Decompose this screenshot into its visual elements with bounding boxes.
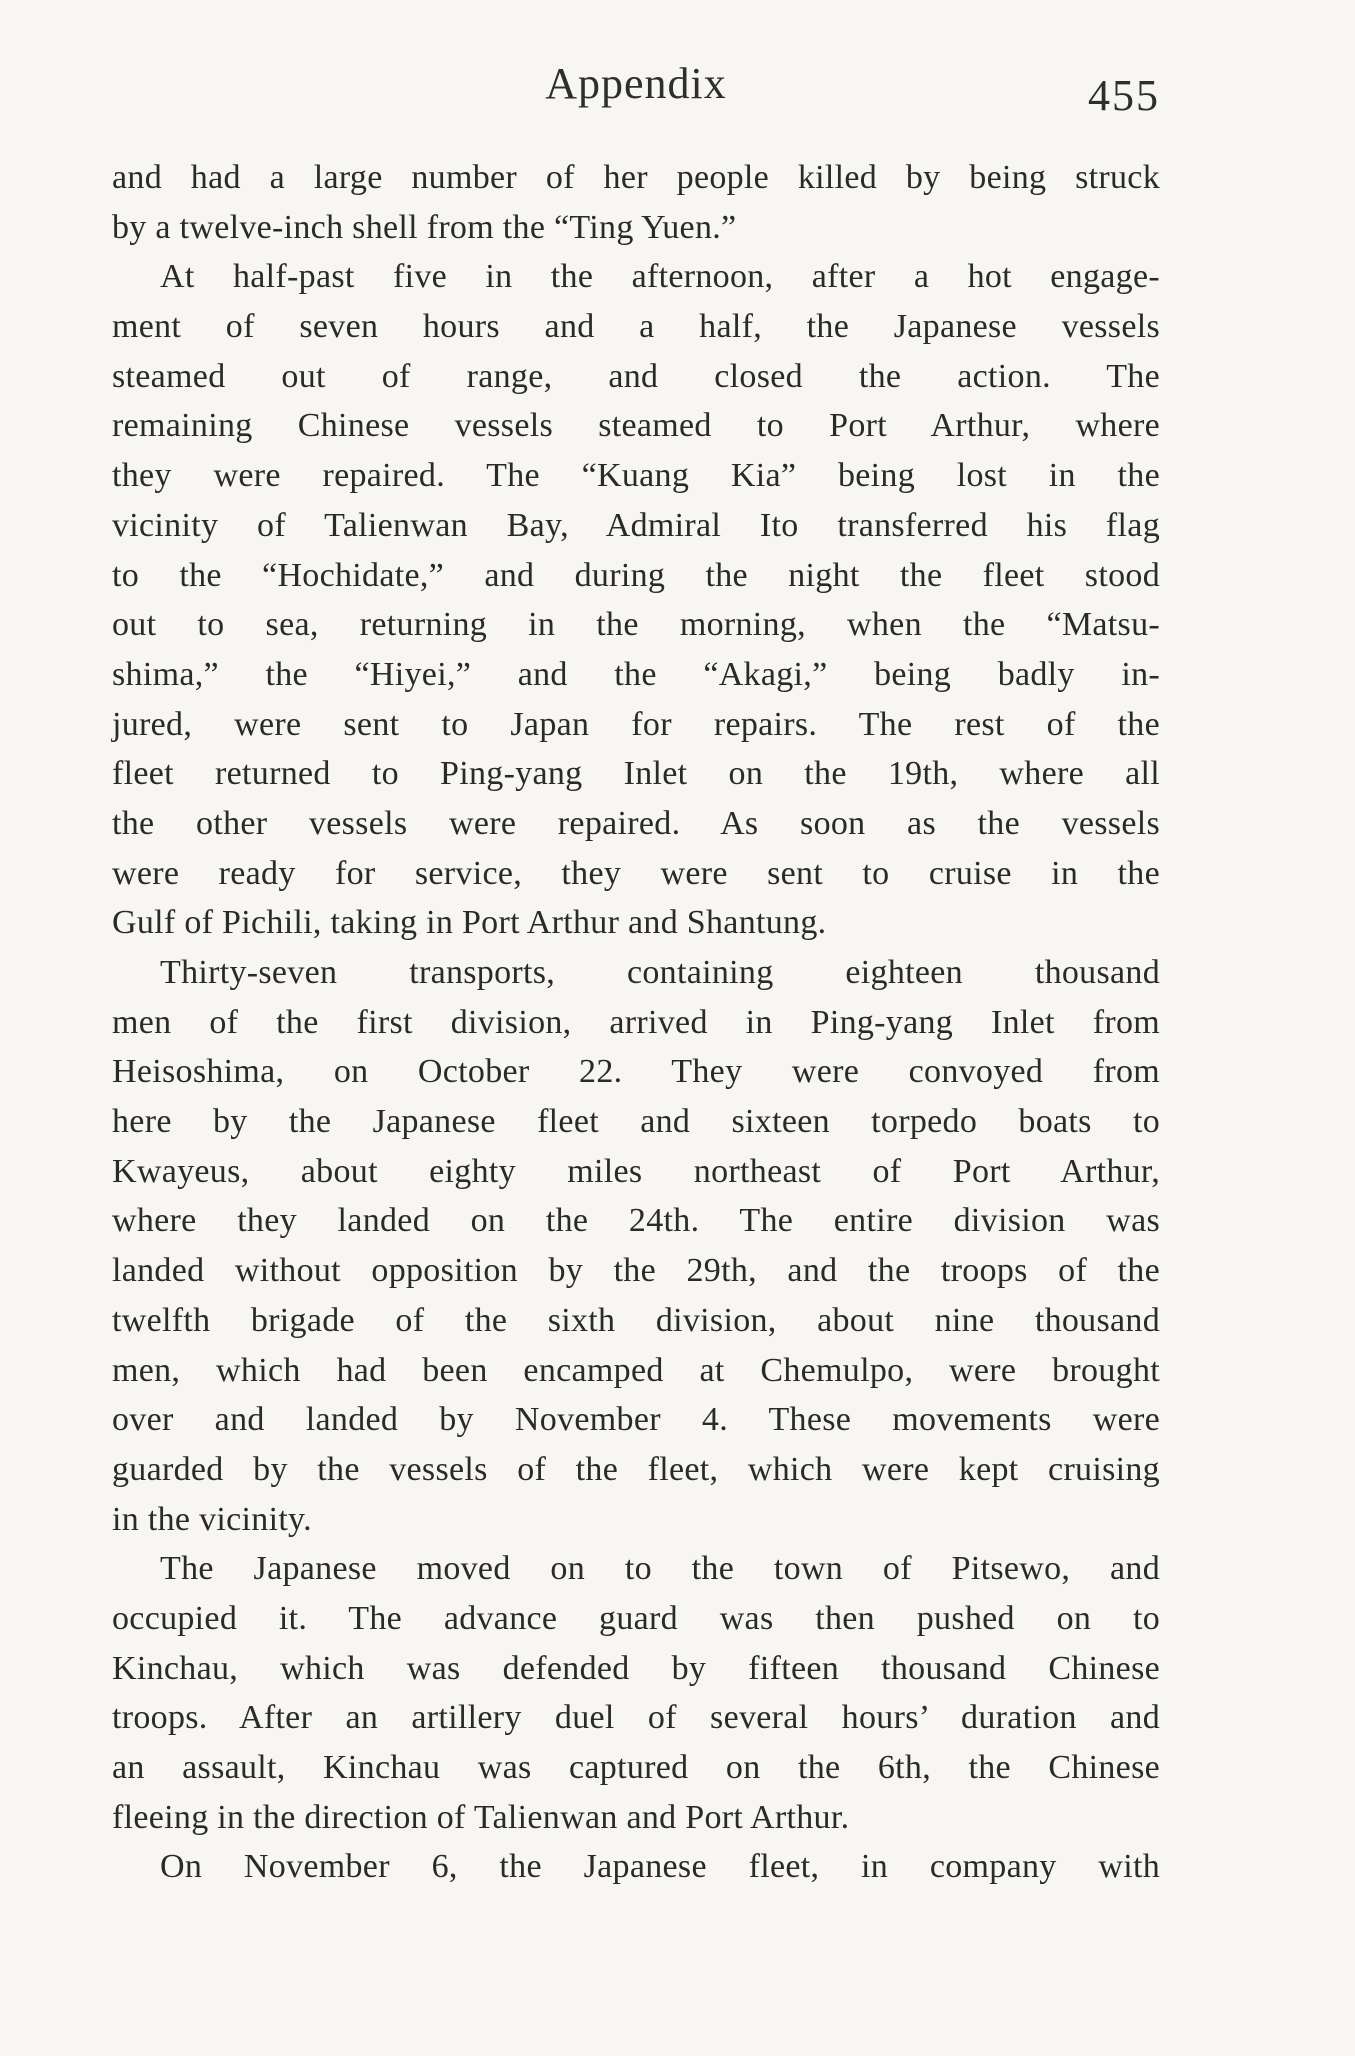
text-line: On November 6, the Japanese fleet, in company with	[160, 1848, 1160, 1886]
text-line: an assault, Kinchau was captured on the 6th, the Chinese	[112, 1749, 1160, 1786]
text-line: fleet returned to Ping-yang Inlet on the 19th, where all	[112, 755, 1160, 793]
text-line: steamed out of range, and closed the action. The	[112, 357, 1160, 395]
text-line: to the “Hochidate,” and during the night the fleet stood	[112, 556, 1160, 594]
text-line: Gulf of Pichili, taking in Port Arthur and Shantung.	[112, 904, 827, 942]
text-line: jured, were sent to Japan for repairs. The rest of the	[112, 705, 1160, 743]
text-line: the other vessels were repaired. As soon as the vessels	[112, 804, 1160, 842]
text-line: they were repaired. The “Kuang Kia” being lost in the	[112, 457, 1160, 495]
text-line: in the vicinity.	[112, 1500, 312, 1538]
page-number: 455	[1088, 71, 1160, 120]
text-line: and had a large number of her people killed by being struck	[112, 159, 1160, 196]
text-line: fleeing in the direction of Talienwan and Port Arthur.	[112, 1798, 850, 1836]
text-line: guarded by the vessels of the fleet, which were kept cruising	[112, 1450, 1160, 1488]
text-line: men of the first division, arrived in Ping-yang Inlet from	[112, 1003, 1160, 1041]
text-line: Heisoshima, on October 22. They were convoyed from	[112, 1053, 1160, 1091]
text-line: vicinity of Talienwan Bay, Admiral Ito transferred his flag	[112, 506, 1160, 544]
text-line: men, which had been encamped at Chemulpo, were brought	[112, 1351, 1160, 1389]
running-head	[112, 52, 1160, 122]
text-line: over and landed by November 4. These movements were	[112, 1401, 1160, 1439]
text-line: were ready for service, they were sent to cruise in the	[112, 854, 1160, 892]
text-line: here by the Japanese fleet and sixteen torpedo boats to	[112, 1103, 1160, 1141]
text-line: shima,” the “Hiyei,” and the “Akagi,” being badly in-	[112, 655, 1160, 693]
text-line: by a twelve-inch shell from the “Ting Yuen.”	[112, 208, 737, 246]
text-line: twelfth brigade of the sixth division, about nine thousand	[112, 1301, 1160, 1339]
body-text	[112, 153, 1160, 1892]
text-line: where they landed on the 24th. The entire division was	[112, 1202, 1160, 1240]
text-line: The Japanese moved on to the town of Pitsewo, and	[160, 1550, 1160, 1588]
text-line: landed without opposition by the 29th, and the troops of the	[112, 1252, 1160, 1290]
text-line: Thirty-seven transports, containing eighteen thousand	[160, 954, 1160, 991]
text-line: remaining Chinese vessels steamed to Port Arthur, where	[112, 407, 1160, 445]
text-line: ment of seven hours and a half, the Japanese vessels	[112, 308, 1160, 346]
text-line: Kinchau, which was defended by fifteen thousand Chinese	[112, 1649, 1160, 1687]
text-line: troops. After an artillery duel of several hours’ duration and	[112, 1699, 1160, 1737]
running-title: Appendix	[545, 59, 727, 108]
text-line: Kwayeus, about eighty miles northeast of Port Arthur,	[112, 1152, 1160, 1190]
text-line: At half-past five in the afternoon, after a hot engage-	[160, 258, 1160, 296]
text-line: out to sea, returning in the morning, when the “Matsu-	[112, 606, 1160, 644]
text-line: occupied it. The advance guard was then pushed on to	[112, 1599, 1160, 1637]
